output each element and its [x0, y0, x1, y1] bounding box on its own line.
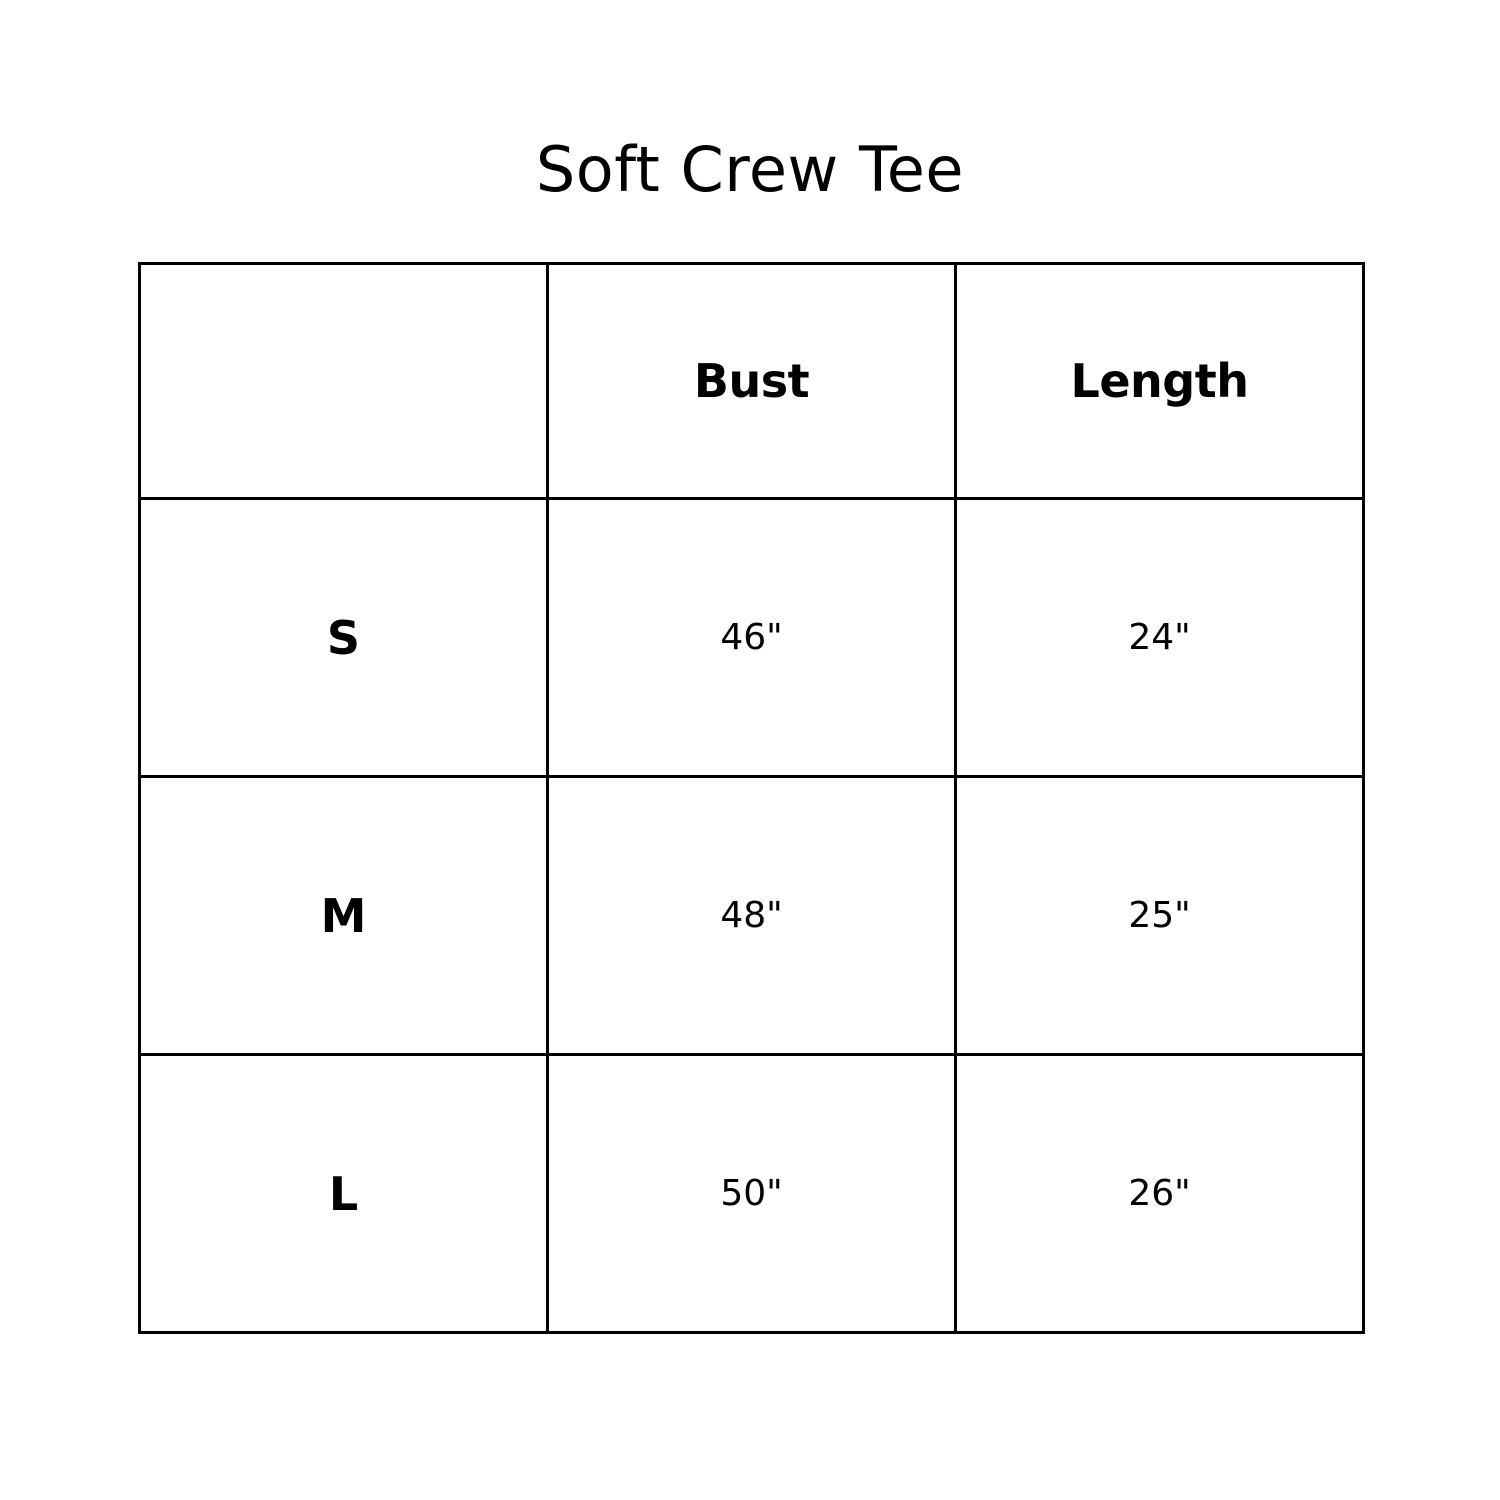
column-header-bust: Bust	[548, 264, 956, 499]
size-chart-table	[138, 262, 1365, 1334]
table-row	[140, 499, 1364, 777]
page-title: Soft Crew Tee	[535, 133, 965, 206]
row-length-value: 25"	[956, 777, 1364, 1055]
row-length-value: 26"	[956, 1055, 1364, 1333]
row-size-label: M	[140, 777, 548, 1055]
column-header-size	[140, 264, 548, 499]
column-header-length: Length	[956, 264, 1364, 499]
row-size-label: S	[140, 499, 548, 777]
row-bust-value: 50"	[548, 1055, 956, 1333]
row-size-label: L	[140, 1055, 548, 1333]
table-header-row	[140, 264, 1364, 499]
table-row	[140, 1055, 1364, 1333]
row-bust-value: 46"	[548, 499, 956, 777]
row-bust-value: 48"	[548, 777, 956, 1055]
table-row	[140, 777, 1364, 1055]
row-length-value: 24"	[956, 499, 1364, 777]
